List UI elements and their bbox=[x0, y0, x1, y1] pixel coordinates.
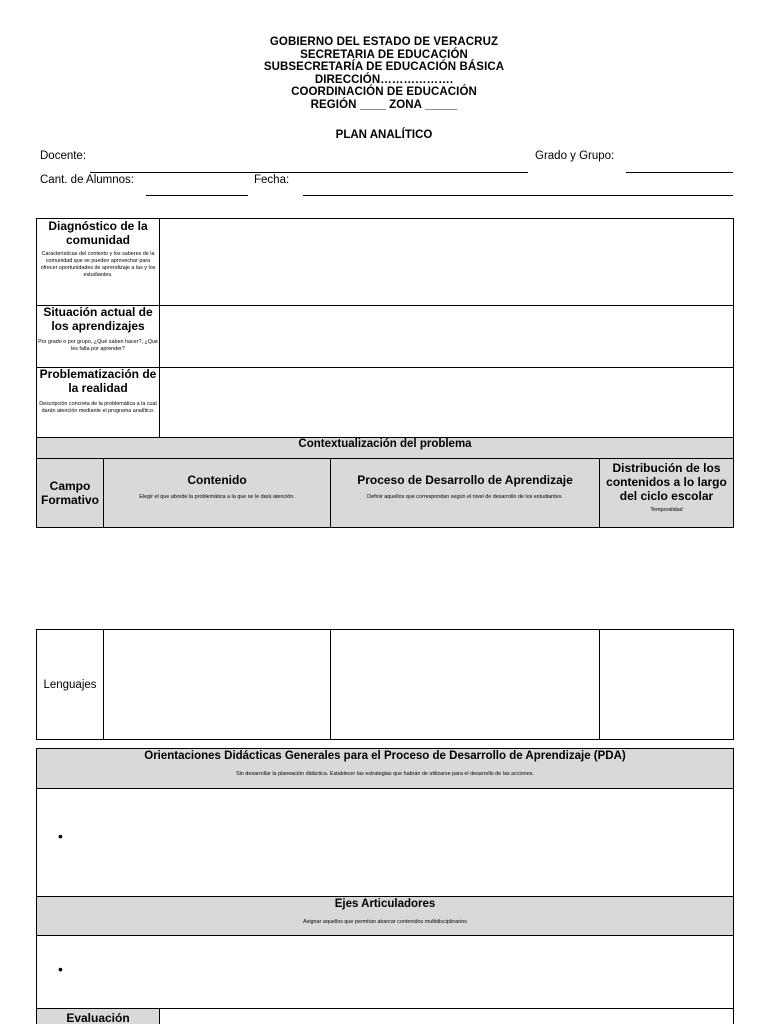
ejes-header bbox=[36, 896, 734, 936]
diagnostico-input-cell[interactable] bbox=[159, 218, 734, 306]
contenido-desc: Elegir el que aborde la problemática a la que se le dará atención. bbox=[139, 494, 295, 500]
campo-formativo-header bbox=[36, 458, 104, 528]
fecha-line[interactable] bbox=[303, 195, 733, 196]
orientaciones-input-cell[interactable] bbox=[36, 788, 734, 897]
evaluacion-input-cell[interactable] bbox=[159, 1008, 734, 1024]
docente-line[interactable] bbox=[90, 172, 528, 173]
contextualizacion-header bbox=[36, 437, 734, 459]
distribucion-title: Distribución de los contenidos a lo largo del ciclo escolar bbox=[606, 461, 727, 503]
problematizacion-header bbox=[36, 367, 160, 416]
header-line-region-zona: REGIÓN ____ ZONA _____ bbox=[310, 98, 458, 111]
cant-alumnos-line[interactable] bbox=[146, 195, 248, 196]
contextualizacion-title: Contextualización del problema bbox=[298, 438, 472, 450]
diagnostico-header bbox=[36, 219, 160, 280]
pda-title: Proceso de Desarrollo de Aprendizaje bbox=[357, 473, 573, 487]
campo-formativo-title: Campo Formativo bbox=[40, 479, 99, 507]
lenguajes-pda-cell[interactable] bbox=[330, 629, 600, 740]
lenguajes-contenido-cell[interactable] bbox=[103, 629, 331, 740]
distribucion-header bbox=[599, 458, 734, 528]
ejes-title: Ejes Articuladores bbox=[334, 898, 436, 910]
header-line-subsecretaria: SUBSECRETARÍA DE EDUCACIÓN BÁSICA bbox=[263, 61, 505, 74]
evaluacion-title: Evaluación bbox=[66, 1011, 130, 1024]
problematizacion-title: Problematización de la realidad bbox=[39, 367, 157, 395]
problematizacion-input-cell[interactable] bbox=[159, 367, 734, 438]
header-line-coordinacion: COORDINACIÓN DE EDUCACIÓN bbox=[291, 86, 477, 99]
grado-grupo-line[interactable] bbox=[626, 172, 733, 173]
orientaciones-desc: Sin desarrollar la planeación didáctica. Establecer las estrategias que habrán de utilizarse para el desarrollo de las acciones. bbox=[236, 771, 534, 777]
docente-label: Docente: bbox=[40, 150, 87, 162]
contenido-title: Contenido bbox=[187, 473, 247, 487]
orientaciones-title: Orientaciones Didácticas Generales para el Proceso de Desarrollo de Aprendizaje (PDA) bbox=[144, 750, 626, 762]
header-line-secretaria: SECRETARIA DE EDUCACIÓN bbox=[300, 48, 468, 61]
ejes-input-cell[interactable] bbox=[36, 935, 734, 1009]
page-title: PLAN ANALÍTICO bbox=[335, 129, 433, 141]
cant-alumnos-label: Cant. de Alumnos: bbox=[40, 174, 134, 186]
contenido-header bbox=[103, 458, 331, 528]
situacion-title: Situación actual de los aprendizajes bbox=[43, 305, 153, 333]
situacion-header bbox=[36, 305, 160, 354]
pda-desc: Definir aquellos que correspondan según el nivel de desarrollo de los estudiantes. bbox=[367, 494, 563, 500]
situacion-input-cell[interactable] bbox=[159, 305, 734, 368]
pda-header bbox=[330, 458, 600, 528]
lenguajes-cell bbox=[36, 629, 104, 740]
document-header bbox=[0, 36, 768, 112]
grado-grupo-label: Grado y Grupo: bbox=[535, 150, 615, 162]
problematizacion-desc: Descripción concreta de la problemática a la cual darán atención mediante el programa analítico. bbox=[39, 401, 157, 414]
distribucion-desc: Temporalidad bbox=[650, 507, 683, 513]
lenguajes-distribucion-cell[interactable] bbox=[599, 629, 734, 740]
orientaciones-bullet: • bbox=[58, 828, 63, 844]
header-line-direccion: DIRECCIÓN………………. bbox=[314, 73, 454, 86]
ejes-desc: Asignar aquellos que permitan abarcar contenidos multidisciplinarios bbox=[303, 919, 467, 925]
situacion-desc: Por grado o por grupo, ¿Qué saben hacer?, ¿Qué les falta por aprender? bbox=[38, 339, 158, 352]
fecha-label: Fecha: bbox=[254, 174, 290, 186]
orientaciones-header bbox=[36, 748, 734, 789]
header-line-gobierno: GOBIERNO DEL ESTADO DE VERACRUZ bbox=[269, 36, 499, 48]
ejes-bullet: • bbox=[58, 961, 63, 977]
diagnostico-title: Diagnóstico de la comunidad bbox=[48, 219, 148, 247]
lenguajes-label: Lenguajes bbox=[43, 678, 97, 691]
diagnostico-desc: Características del contexto y los saberes de la comunidad que se pueden aprovechar para ofrecer oportunidades de aprendizaje a las y los estudiantes. bbox=[40, 251, 156, 278]
evaluacion-header bbox=[36, 1008, 160, 1024]
